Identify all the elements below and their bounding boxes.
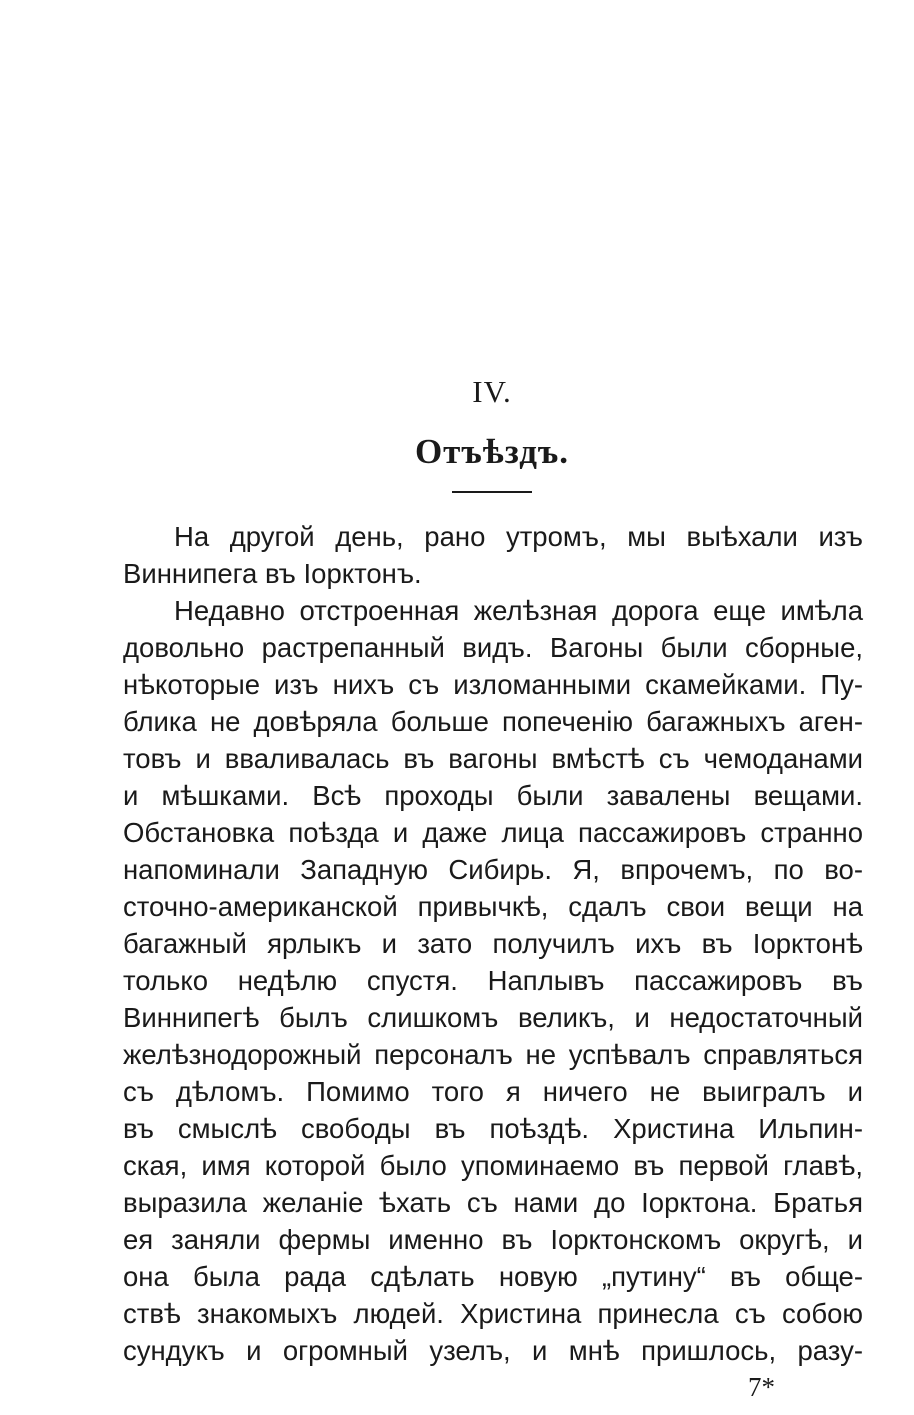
text-line: только недѣлю спустя. Наплывъ пассажировъ въ [123,965,863,996]
text-line: ствѣ знакомыхъ людей. Христина принесла съ собою [123,1298,863,1329]
chapter-title: Отъѣздъ. [414,432,570,471]
text-line: желѣзнодорожный персоналъ не успѣвалъ справляться [123,1039,863,1070]
text-line: сточно-американской привычкѣ, сдалъ свои вещи на [123,891,863,922]
text-line: На другой день, рано утромъ, мы выѣхали изъ [174,521,863,552]
text-line: блика не довѣряла больше попеченію багажныхъ аген- [123,706,863,737]
text-line: сундукъ и огромный узелъ, и мнѣ пришлось, разу- [123,1335,863,1366]
text-line: нѣкоторые изъ нихъ съ изломанными скамейками. Пу- [123,669,863,700]
text-line: Виннипегѣ былъ слишкомъ великъ, и недостаточный [123,1002,863,1033]
text-line: и мѣшками. Всѣ проходы были завалены вещами. [123,780,863,811]
text-line: ская, имя которой было упоминаемо въ первой главѣ, [123,1150,863,1181]
title-divider [452,491,532,493]
text-line: Виннипега въ Іорктонъ. [123,558,422,589]
text-line: довольно растрепанный видъ. Вагоны были сборные, [123,632,863,663]
body-text [123,518,863,1369]
chapter-number: IV. [472,374,512,409]
text-line: Недавно отстроенная желѣзная дорога еще имѣла [174,595,863,626]
text-line: съ дѣломъ. Помимо того я ничего не выигралъ и [123,1076,863,1107]
text-line: выразила желаніе ѣхать съ нами до Іорктона. Братья [123,1187,863,1218]
text-line: въ смыслѣ свободы въ поѣздѣ. Христина Ильпин- [123,1113,863,1144]
text-line: она была рада сдѣлать новую „путину“ въ обще- [123,1261,863,1292]
text-line: ея заняли фермы именно въ Іорктонскомъ округѣ, и [123,1224,863,1255]
page-number: 7* [748,1372,775,1402]
text-line: багажный ярлыкъ и зато получилъ ихъ въ Іорктонѣ [123,928,863,959]
text-line: товъ и вваливалась въ вагоны вмѣстѣ съ чемоданами [123,743,863,774]
text-line: Обстановка поѣзда и даже лица пассажировъ странно [123,817,863,848]
text-line: напоминали Западную Сибирь. Я, впрочемъ, по во- [123,854,863,885]
